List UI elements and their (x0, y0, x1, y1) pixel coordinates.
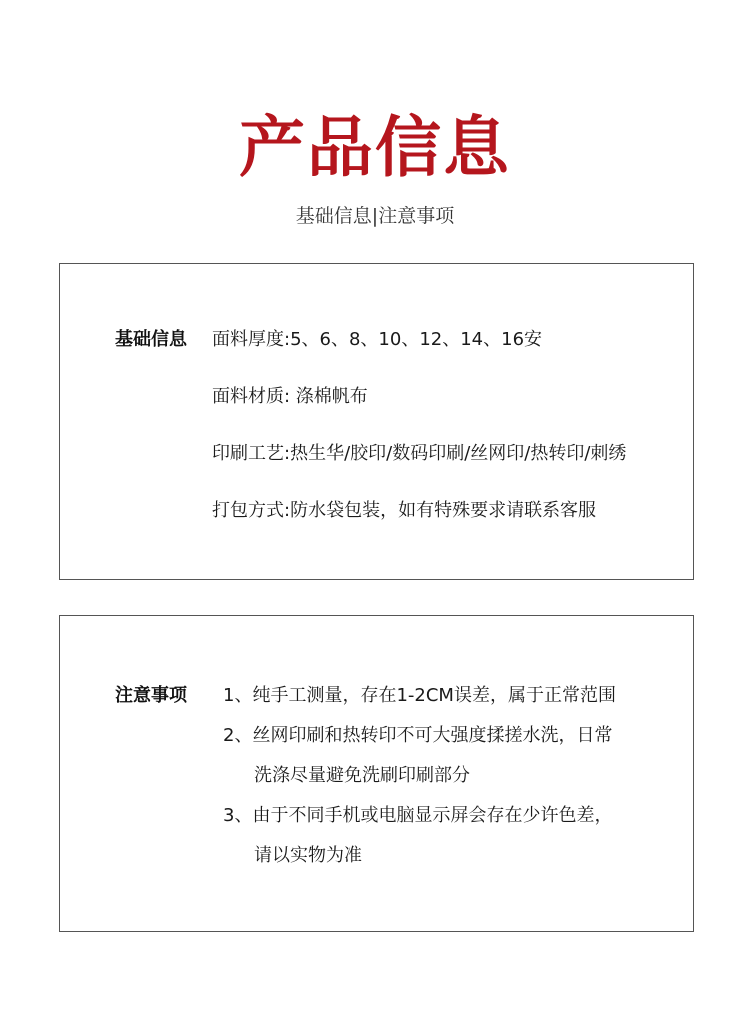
notice-panel (59, 615, 694, 932)
page-subtitle: 基础信息|注意事项 (295, 205, 455, 227)
fabric-thickness-line: 面料厚度:5、6、8、10、12、14、16安 (212, 329, 543, 350)
basic-info-panel (59, 263, 694, 580)
notice-list (223, 682, 616, 882)
packaging-line: 打包方式:防水袋包装，如有特殊要求请联系客服 (212, 500, 597, 521)
notice-item-3-continued: 请以实物为准 (254, 845, 362, 866)
notice-item-2-continued: 洗涤尽量避免洗刷印刷部分 (254, 765, 470, 786)
basic-info-list (212, 326, 626, 554)
basic-info-label: 基础信息 (115, 329, 187, 350)
notice-item-3: 3、由于不同手机或电脑显示屏会存在少许色差， (223, 805, 613, 826)
notice-label: 注意事项 (115, 685, 187, 706)
notice-item-1: 1、纯手工测量，存在1-2CM误差，属于正常范围 (223, 685, 616, 706)
printing-process-line: 印刷工艺:热生华/胶印/数码印刷/丝网印/热转印/刺绣 (212, 443, 627, 464)
notice-item-2: 2、丝网印刷和热转印不可大强度揉搓水洗，日常 (223, 725, 613, 746)
page-title: 产品信息 (239, 109, 511, 186)
fabric-material-line: 面料材质: 涤棉帆布 (212, 386, 368, 407)
